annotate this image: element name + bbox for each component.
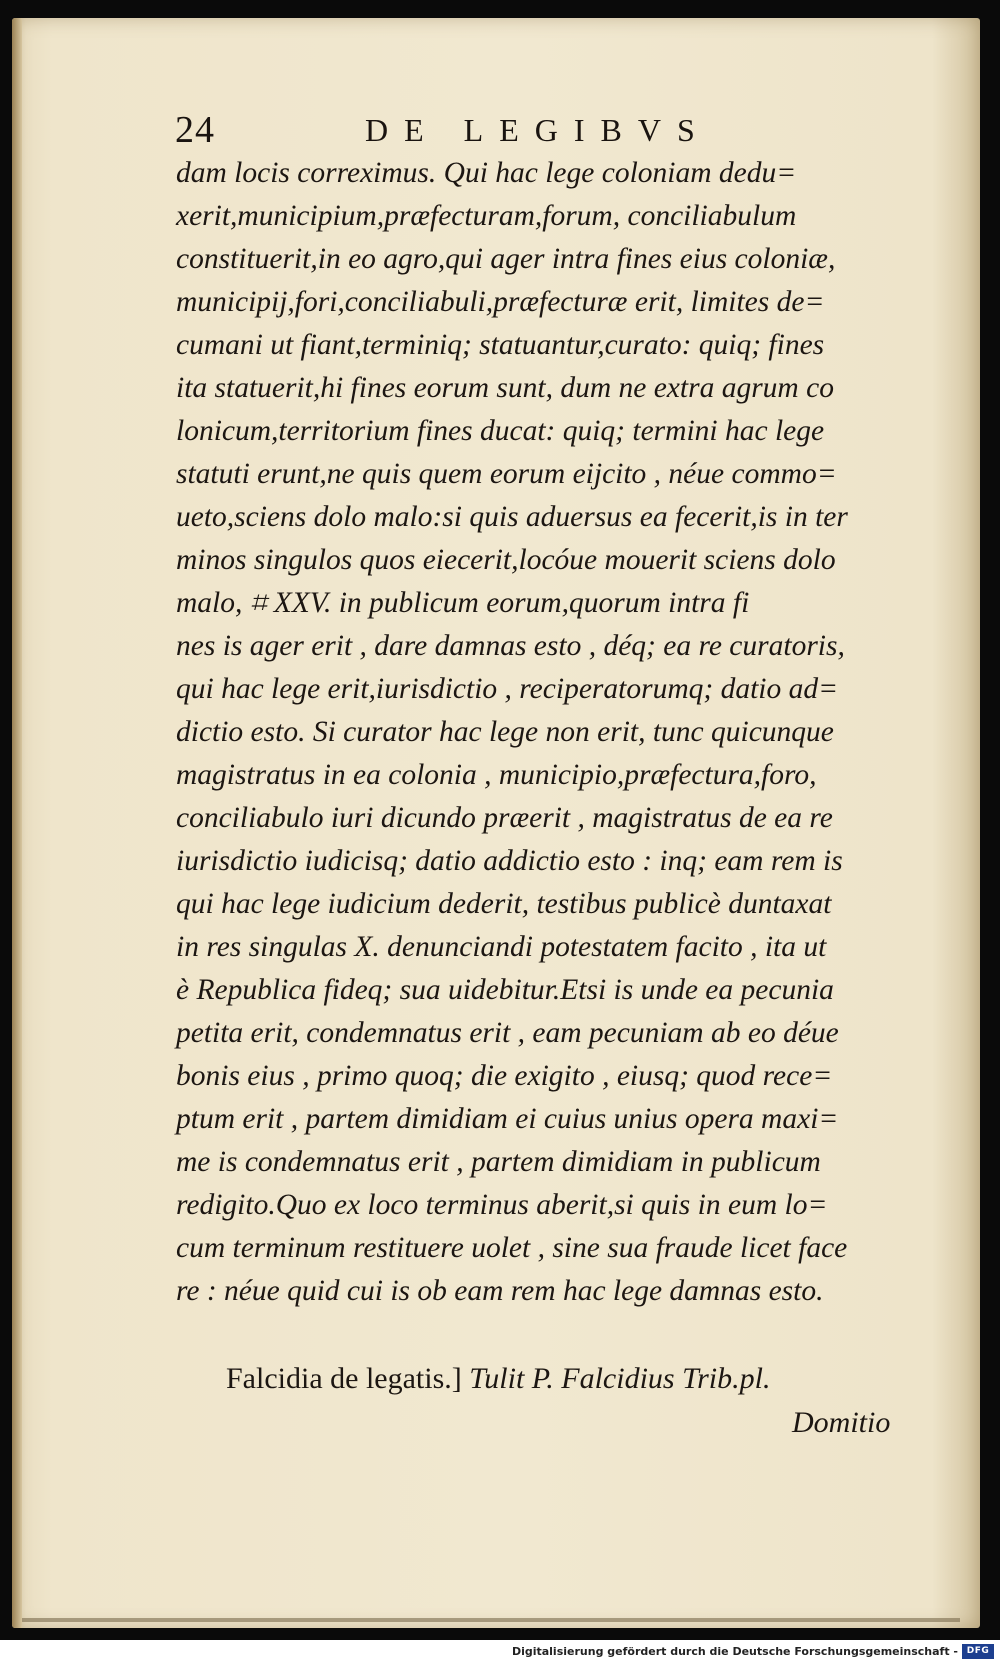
dfg-logo-icon: DFG [962, 1644, 994, 1659]
text-line: bonis eius , primo quoq; die exigito , eiusq; quod rece= [176, 1060, 833, 1092]
page-bottom-edge [22, 1618, 960, 1622]
text-line: municipij,fori,conciliabuli,præfecturæ erit, limites de= [176, 286, 825, 318]
text-line: dictio esto. Si curator hac lege non erit, tunc quicunque [176, 716, 834, 748]
text-line: malo, ⌗ XXV. in publicum eorum,quorum intra fi [176, 587, 750, 619]
text-line: conciliabulo iuri dicundo præerit , magistratus de ea re [176, 802, 833, 834]
page-number: 24 [175, 109, 215, 151]
text-line: redigito.Quo ex loco terminus aberit,si quis in eum lo= [176, 1189, 828, 1221]
funding-credit: Digitalisierung gefördert durch die Deutsche Forschungsgemeinschaft - [511, 1645, 958, 1658]
text-line: re : néue quid cui is ob eam rem hac lege damnas esto. [176, 1275, 824, 1307]
text-line: petita erit, condemnatus erit , eam pecuniam ab eo déue [176, 1017, 839, 1049]
text-line: cumani ut fiant,terminiq; statuantur,curato: quiq; fines [176, 329, 825, 361]
text-line: lonicum,territorium fines ducat: quiq; termini hac lege [176, 415, 825, 447]
text-line: cum terminum restituere uolet , sine sua fraude licet face [176, 1232, 848, 1264]
section-heading [226, 1358, 926, 1400]
catchword: Domitio [792, 1406, 891, 1439]
section-heading-label: Falcidia de legatis.] [226, 1362, 462, 1395]
text-line: dam locis correximus. Qui hac lege coloniam dedu= [176, 157, 797, 189]
running-head: DE LEGIBVS [365, 112, 711, 148]
text-line: iurisdictio iudicisq; datio addictio esto : inq; eam rem is [176, 845, 843, 877]
text-line: è Republica fideq; sua uidebitur.Etsi is unde ea pecunia [176, 974, 834, 1006]
text-line: statuti erunt,ne quis quem eorum eijcito , néue commo= [176, 458, 837, 490]
text-line: magistratus in ea colonia , municipio,præfectura,foro, [176, 759, 817, 791]
text-line: qui hac lege iudicium dederit, testibus publicè duntaxat [176, 888, 832, 920]
body-text [176, 152, 916, 1313]
section-heading-text: Tulit P. Falcidius Trib.pl. [469, 1362, 771, 1395]
text-line: nes is ager erit , dare damnas esto , déq; ea re curatoris, [176, 630, 845, 662]
text-line: ita statuerit,hi fines eorum sunt, dum ne extra agrum co [176, 372, 834, 404]
text-line: ueto,sciens dolo malo:si quis aduersus ea fecerit,is in ter [176, 501, 848, 533]
text-line: xerit,municipium,præfecturam,forum, conciliabulum [176, 200, 797, 232]
footer-bar [0, 1640, 1000, 1665]
text-line: ptum erit , partem dimidiam ei cuius unius opera maxi= [176, 1103, 839, 1135]
page-header [175, 108, 895, 154]
text-line: constituerit,in eo agro,qui ager intra fines eius coloniæ, [176, 243, 836, 275]
text-line: minos singulos quos eiecerit,locóue mouerit sciens dolo [176, 544, 836, 576]
text-line: in res singulas X. denunciandi potestatem facito , ita ut [176, 931, 827, 963]
text-line: qui hac lege erit,iurisdictio , reciperatorumq; datio ad= [176, 673, 838, 705]
page-edge [12, 18, 22, 1628]
text-line: me is condemnatus erit , partem dimidiam in publicum [176, 1146, 821, 1178]
